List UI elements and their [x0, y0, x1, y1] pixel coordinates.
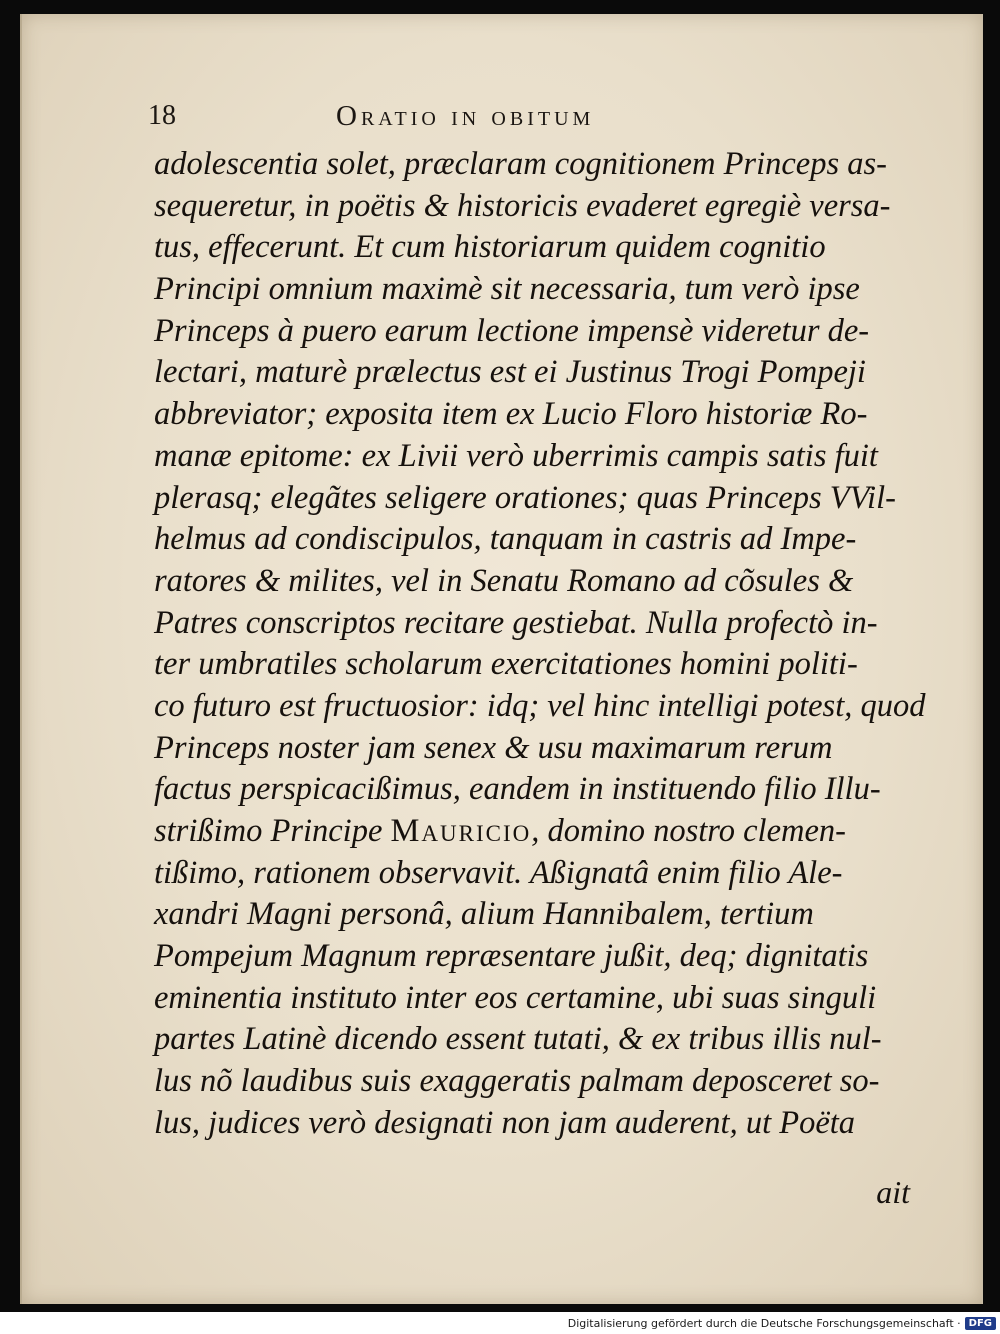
running-head	[148, 100, 948, 140]
text-line: sequeretur, in poëtis & historicis evaderet egregiè versa-	[154, 187, 891, 224]
text-line: lus, judices verò designati non jam auderent, ut Poëta	[154, 1104, 856, 1141]
text-segment: , domino nostro clemen-	[531, 813, 846, 849]
text-line: Pompejum Magnum repræsentare jußit, deq; dignitatis	[154, 938, 869, 975]
text-line: factus perspicacißimus, eandem in instituendo filio Illu-	[154, 771, 881, 808]
text-line: eminentia instituto inter eos certamine, ubi suas singuli	[154, 979, 877, 1016]
text-line: tißimo, rationem observavit. Aßignatâ enim filio Ale-	[154, 854, 843, 891]
text-line: lus nõ laudibus suis exaggeratis palmam deposceret so-	[154, 1063, 880, 1100]
text-line: abbreviator; exposita item ex Lucio Floro historiæ Ro-	[154, 396, 868, 433]
text-line: plerasq; elegãtes seligere orationes; quas Princeps VVil-	[154, 479, 896, 516]
running-head-title: Oratio in obitum	[336, 100, 595, 132]
text-line-with-name	[154, 811, 959, 853]
funding-credit: Digitalisierung gefördert durch die Deutsche Forschungsgemeinschaft ·	[567, 1316, 961, 1330]
text-line: partes Latinè dicendo essent tutati, & ex tribus illis nul-	[154, 1021, 882, 1058]
dfg-logo-icon: DFG	[965, 1317, 996, 1330]
text-line: xandri Magni personâ, alium Hannibalem, tertium	[154, 896, 814, 933]
book-page	[20, 14, 983, 1304]
text-line: helmus ad condiscipulos, tanquam in castris ad Impe-	[154, 521, 857, 558]
text-line: Princeps à puero earum lectione impensè videretur de-	[154, 312, 870, 349]
text-line: Principi omnium maximè sit necessaria, tum verò ipse	[154, 271, 860, 308]
text-line: tus, effecerunt. Et cum historiarum quidem cognitio	[154, 229, 826, 266]
text-line: ratores & milites, vel in Senatu Romano ad cõsules &	[154, 562, 854, 599]
text-line: co futuro est fructuosior: idq; vel hinc intelligi potest, quod	[154, 687, 926, 724]
proper-name: Mauricio	[390, 813, 532, 849]
text-segment: strißimo Principe	[154, 813, 383, 849]
text-line: Princeps noster jam senex & usu maximarum rerum	[154, 729, 833, 766]
body-text	[154, 144, 959, 1145]
text-line: Patres conscriptos recitare gestiebat. Nulla profectò in-	[154, 604, 878, 641]
text-line: ter umbratiles scholarum exercitationes homini politi-	[154, 646, 858, 683]
catchword: ait	[876, 1174, 910, 1210]
text-line: lectari, maturè prælectus est ei Justinus Trogi Pompeji	[154, 354, 866, 391]
footer	[0, 1312, 1000, 1334]
page-number: 18	[148, 100, 176, 131]
text-line: adolescentia solet, præclaram cognitionem Princeps as-	[154, 146, 887, 182]
text-line: manæ epitome: ex Livii verò uberrimis campis satis fuit	[154, 437, 878, 474]
